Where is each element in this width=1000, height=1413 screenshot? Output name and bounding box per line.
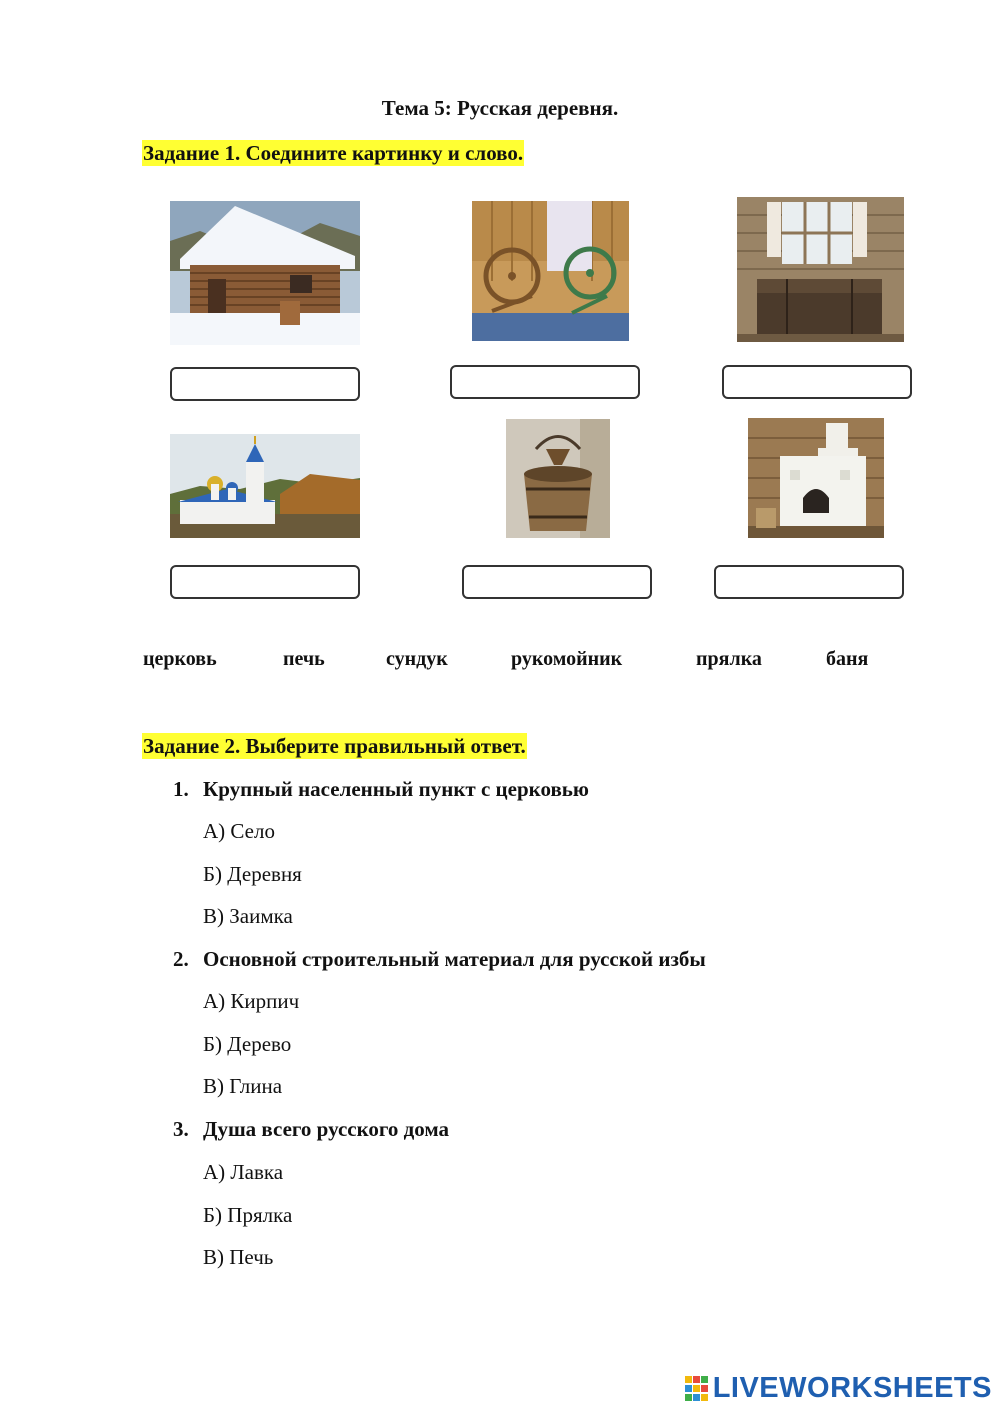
question-number: 1. [173,777,189,801]
question-text: Крупный населенный пункт с церковью [203,777,589,801]
answer-box-6[interactable] [714,565,904,599]
word-option[interactable]: прялка [696,648,762,670]
answer-option[interactable]: Б) Дерево [203,1032,292,1056]
liveworksheets-logo-icon [685,1376,709,1402]
answer-box-5[interactable] [462,565,652,599]
washbasin-image [506,419,610,538]
word-option[interactable]: печь [283,648,325,670]
answer-option[interactable]: Б) Деревня [203,862,302,886]
stove-image [748,418,884,538]
spinning-wheel-image [472,201,629,341]
answer-box-4[interactable] [170,565,360,599]
church-image [170,434,360,538]
answer-box-1[interactable] [170,367,360,401]
answer-option[interactable]: В) Глина [203,1074,283,1098]
question-3 [173,1117,449,1142]
brand-name: LIVEWORKSHEETS [712,1372,992,1404]
task2-heading: Задание 2. Выберите правильный ответ. [143,734,526,758]
question-number: 3. [173,1117,189,1141]
answer-option[interactable]: А) Лавка [203,1160,284,1184]
bathhouse-image [170,201,360,345]
answer-option[interactable]: В) Печь [203,1245,274,1269]
question-2 [173,947,706,972]
answer-option[interactable]: А) Кирпич [203,989,300,1013]
chest-image [737,197,904,342]
question-number: 2. [173,947,189,971]
answer-option[interactable]: Б) Прялка [203,1203,293,1227]
liveworksheets-logo [685,1372,992,1405]
question-1 [173,777,589,802]
answer-option[interactable]: А) Село [203,819,275,843]
question-text: Основной строительный материал для русской избы [203,947,706,971]
task1-heading: Задание 1. Соедините картинку и слово. [143,141,524,165]
word-option[interactable]: сундук [386,648,448,670]
answer-box-3[interactable] [722,365,912,399]
word-option[interactable]: баня [826,648,869,670]
page-title: Тема 5: Русская деревня. [381,96,619,120]
question-text: Душа всего русского дома [203,1117,450,1141]
word-option[interactable]: рукомойник [511,648,623,670]
word-option[interactable]: церковь [143,648,217,670]
answer-option[interactable]: В) Заимка [203,904,293,928]
answer-box-2[interactable] [450,365,640,399]
